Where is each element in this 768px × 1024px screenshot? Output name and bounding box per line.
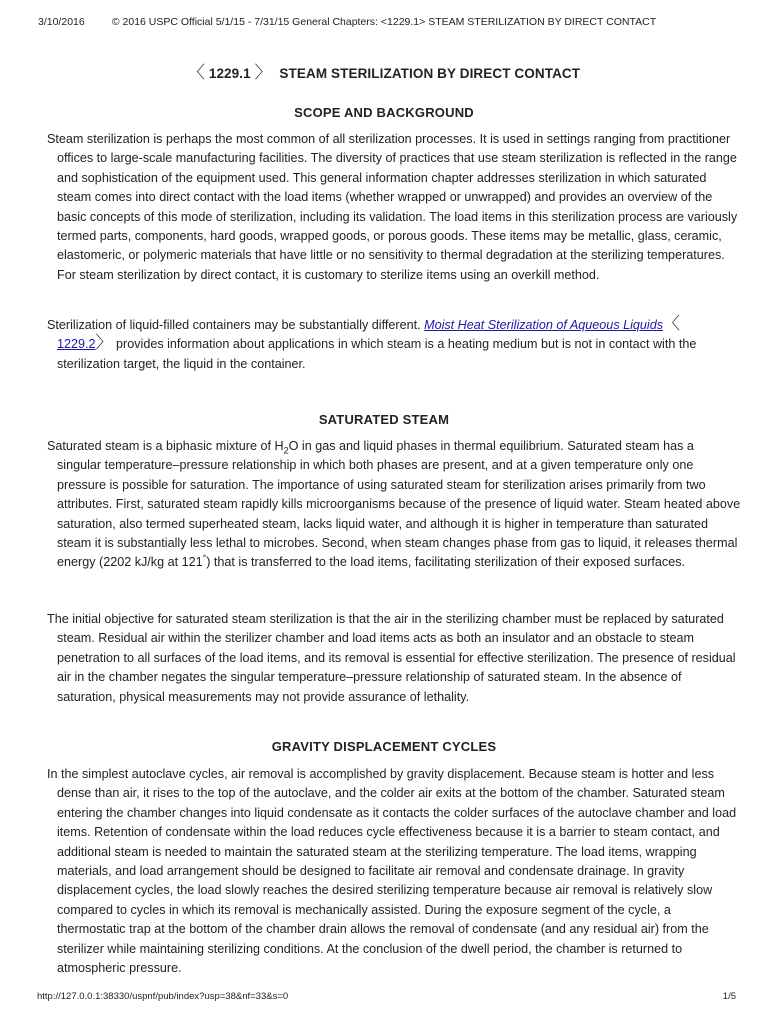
paragraph-gravity-1: In the simplest autoclave cycles, air removal is accomplished by gravity displacement. Because steam is hotter and less dense than air, it rises to the top of the autoclave, and the colder air exits at the bottom of the chamber. Saturated steam entering the chamber changes into liquid condensate as it contacts the colder surfaces of the autoclave chamber and load items. Retention of condensate within the load reduces cycle effectiveness because it is a barrier to steam contact, and additional steam is needed to maintain the saturated steam at the sterilizing temperature. The load items, wrapping materials, and load arrangement should be designed to facilitate air removal and condensate drainage. In gravity displacement cycles, the load slowly reaches the desired sterilizing temperature because air removal is relatively slow compared to cycles in which its removal is mechanically assisted. During the exposure segment of the cycle, a thermostatic trap at the bottom of the chamber drain allows the removal of condensate (and any residual air) from the sterilizer while maintaining sterilizing conditions. At the conclusion of the dwell period, the chamber is returned to atmospheric pressure. [47,767,737,976]
link-chapter-1229-2[interactable]: 1229.2 [57,337,96,352]
footer-url: http://127.0.0.1:38330/uspnf/pub/index?usp=38&nf=33&s=0 [37,991,289,1002]
paragraph-scope-2 [47,316,741,374]
link-moist-heat-sterilization[interactable]: Moist Heat Sterilization of Aqueous Liquids [424,318,664,332]
scope-p2-text-before: Sterilization of liquid-filled containers may be substantially different. [47,318,425,332]
chapter-name: STEAM STERILIZATION BY DIRECT CONTACT [279,66,581,81]
paragraph-saturated-1 [47,437,741,573]
link-bracket-open: 〈 [663,314,681,333]
print-date: 3/10/2016 [38,16,85,28]
paragraph-saturated-2: The initial objective for saturated steam sterilization is that the air in the sterilizing chamber must be replaced by saturated steam. Residual air within the sterilizer chamber and load items acts as both an insulator and an obstacle to steam penetration to all surfaces of the load items, and its removal is essential for effective sterilization. The presence of residual air in the chamber negates the singular temperature–pressure relationship of saturated steam. In the absence of saturation, physical measurements may not provide assurance of lethality. [47,612,736,704]
scope-p2-text-after: provides information about applications in which steam is a heating medium but is not in contact with the sterilization target, the liquid in the container. [57,337,697,371]
link-bracket-close: 〉 [95,333,113,353]
heading-scope: SCOPE AND BACKGROUND [294,105,474,120]
chapter-title [0,58,768,83]
saturated-p1-c: ) that is transferred to the load items, facilitating sterilization of their exposed surfaces. [206,555,686,570]
saturated-p1-a: Saturated steam is a biphasic mixture of H [47,439,284,453]
heading-saturated-steam: SATURATED STEAM [318,412,450,427]
saturated-p1-b: O in gas and liquid phases in thermal equilibrium. Saturated steam has a singular temperature–pressure relationship in which both phases are present, and at a given temperature only one pressure is possible for saturation. The importance of using saturated steam for sterilization arises primarily from two attributes. First, saturated steam rapidly kills microorganisms because of the presence of liquid water. Steam heated above saturation, also termed superheated steam, lacks liquid water, and although it is higher in temperature than saturated steam it is substantially less lethal to microbes. Second, when steam changes phase from gas to liquid, it releases thermal energy (2202 kJ/kg at 121 [57,439,741,570]
header-title: © 2016 USPC Official 5/1/15 - 7/31/15 General Chapters: <1229.1> STEAM STERILIZATION BY DIRECT CONTACT [111,16,657,28]
paragraph-scope-1: Steam sterilization is perhaps the most common of all sterilization processes. It is used in settings ranging from practitioner offices to large-scale manufacturing facilities. The diversity of practices that use steam sterilization is reflected in the range and sophistication of the equipment used. This general information chapter addresses sterilization in which saturated steam comes into direct contact with the load items (whether wrapped or unwrapped) and provides an overview of the basic concepts of this mode of sterilization, including its validation. The load items in this sterilization process are variously termed parts, components, hard goods, wrapped goods, or porous goods. These items may be metallic, glass, ceramic, elastomeric, or polymeric materials that have little or no sensitivity to thermal degradation at the sterilizing temperatures. For steam sterilization by direct contact, it is customary to sterilize items using an overkill method. [47,132,738,282]
subscript-2: 2 [283,445,289,456]
bracket-close: 〉 [254,63,272,82]
heading-gravity-displacement: GRAVITY DISPLACEMENT CYCLES [271,739,497,754]
bracket-open: 〈 [187,63,205,82]
page-number: 1/5 [722,991,736,1002]
degree-symbol: ° [202,553,207,564]
page-header [0,16,768,30]
chapter-number: 1229.1 [208,66,251,81]
